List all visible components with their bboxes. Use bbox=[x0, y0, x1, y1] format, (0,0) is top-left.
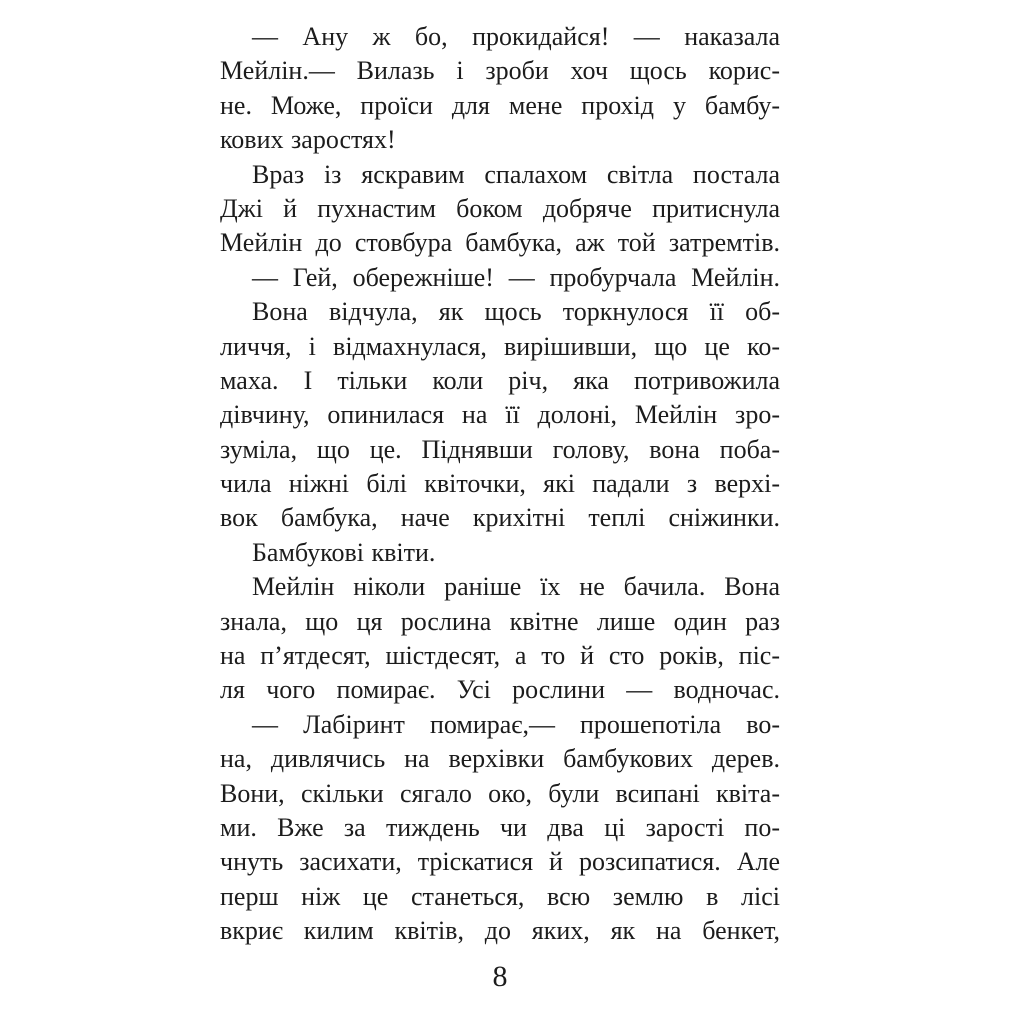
text-line: ми. Вже за тиждень чи два ці зарості по- bbox=[220, 812, 780, 842]
text-line: чнуть засихати, тріскатися й розсипатися. Але bbox=[220, 847, 780, 877]
text-line: Бамбукові квіти. bbox=[252, 537, 436, 567]
text-line: ля чого помирає. Усі рослини — водночас. bbox=[220, 675, 780, 705]
text-line: на п’ятдесят, шістдесят, а то й сто років, піс- bbox=[220, 641, 780, 671]
text-line: Мейлін ніколи раніше їх не бачила. Вона bbox=[252, 572, 780, 602]
text-line: знала, що ця рослина квітне лише один раз bbox=[220, 606, 780, 636]
text-line: Вона відчула, як щось торкнулося її об- bbox=[252, 297, 780, 327]
text-line: на, дивлячись на верхівки бамбукових дерев. bbox=[220, 744, 780, 774]
text-line: перш ніж це станеться, всю землю в лісі bbox=[220, 881, 780, 911]
text-line: зуміла, що це. Піднявши голову, вона поба- bbox=[220, 434, 780, 464]
text-line: чила ніжні білі квіточки, які падали з верхі- bbox=[220, 469, 780, 499]
text-line: дівчину, опинилася на її долоні, Мейлін зро- bbox=[220, 400, 780, 430]
page-number: 8 bbox=[492, 960, 508, 993]
text-line: Мейлін до стовбура бамбука, аж той затремтів. bbox=[220, 228, 780, 258]
text-line: Мейлін.— Вилазь і зроби хоч щось корис- bbox=[220, 56, 780, 86]
text-line: не. Може, проїси для мене прохід у бамбу- bbox=[220, 90, 780, 120]
text-column bbox=[220, 20, 780, 949]
text-line: Враз із яскравим спалахом світла постала bbox=[252, 159, 780, 189]
text-line: кових заростях! bbox=[220, 125, 396, 155]
text-line: личчя, і відмахнулася, вирішивши, що це ко- bbox=[220, 331, 780, 361]
text-line: — Гей, обережніше! — пробурчала Мейлін. bbox=[252, 262, 780, 292]
text-line: — Лабіринт помирає,— прошепотіла во- bbox=[252, 709, 780, 739]
text-line: вок бамбука, наче крихітні теплі сніжинки. bbox=[220, 503, 780, 533]
text-line: Джі й пухнастим боком добряче притиснула bbox=[220, 193, 780, 223]
text-line: — Ану ж бо, прокидайся! — наказала bbox=[252, 22, 780, 51]
text-line: вкриє килим квітів, до яких, як на бенкет, bbox=[220, 916, 780, 946]
text-line: маха. І тільки коли річ, яка потривожила bbox=[220, 365, 780, 395]
text-line: Вони, скільки сягало око, були всипані квіта- bbox=[220, 778, 780, 808]
